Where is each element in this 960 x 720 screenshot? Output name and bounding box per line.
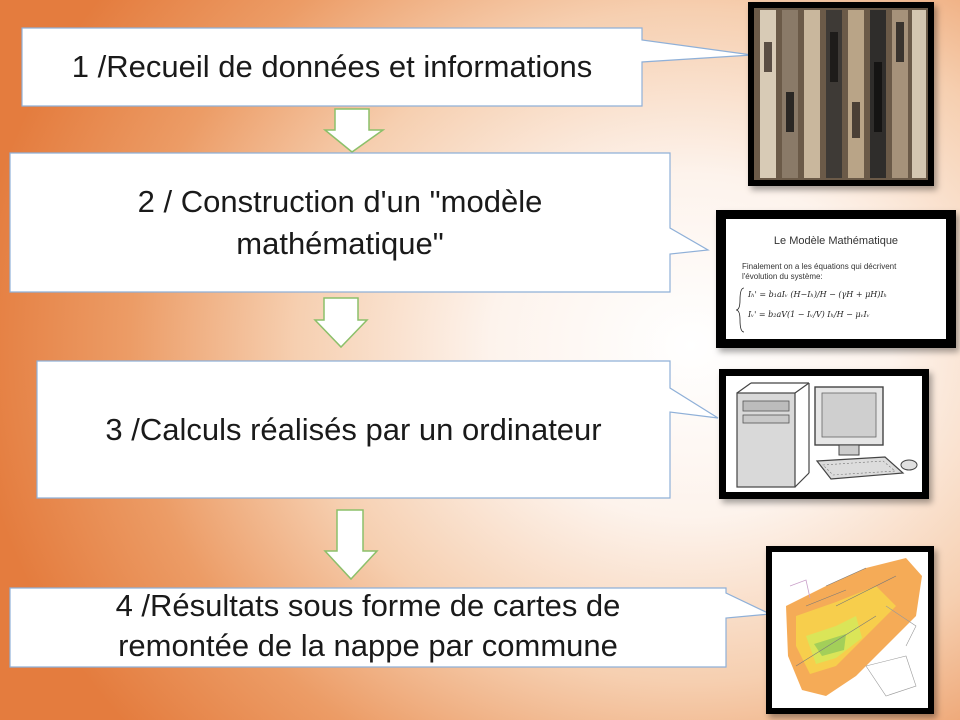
step-3-label: 3 /Calculs réalisés par un ordinateur [105, 411, 602, 447]
computer-image [719, 369, 929, 499]
model-thumbnail-eq2: Iᵥ' = b₂aV(1 − Iᵥ/V) Iₕ/H − μᵥIᵥ [748, 310, 870, 319]
step-2-label: 2 / Construction d'un "modèle mathématique" [137, 183, 543, 261]
model-thumbnail-title: Le Modèle Mathématique [773, 235, 899, 247]
step-4-label: 4 /Résultats sous forme de cartes de remontée de la nappe par commune [115, 587, 621, 663]
model-thumbnail-eq1: Iₕ' = b₁aIᵥ (H−Iₕ)/H − (γH + μH)Iₕ [748, 290, 887, 299]
model-thumbnail-line2: l'évolution du système: [742, 272, 823, 281]
step-1-label: 1 /Recueil de données et informations [71, 49, 593, 85]
core-samples-photo [748, 2, 934, 186]
groundwater-map-image [766, 546, 934, 714]
math-model-slide-thumbnail [716, 210, 956, 348]
model-thumbnail-line1: Finalement on a les équations qui décrivent [742, 262, 897, 271]
